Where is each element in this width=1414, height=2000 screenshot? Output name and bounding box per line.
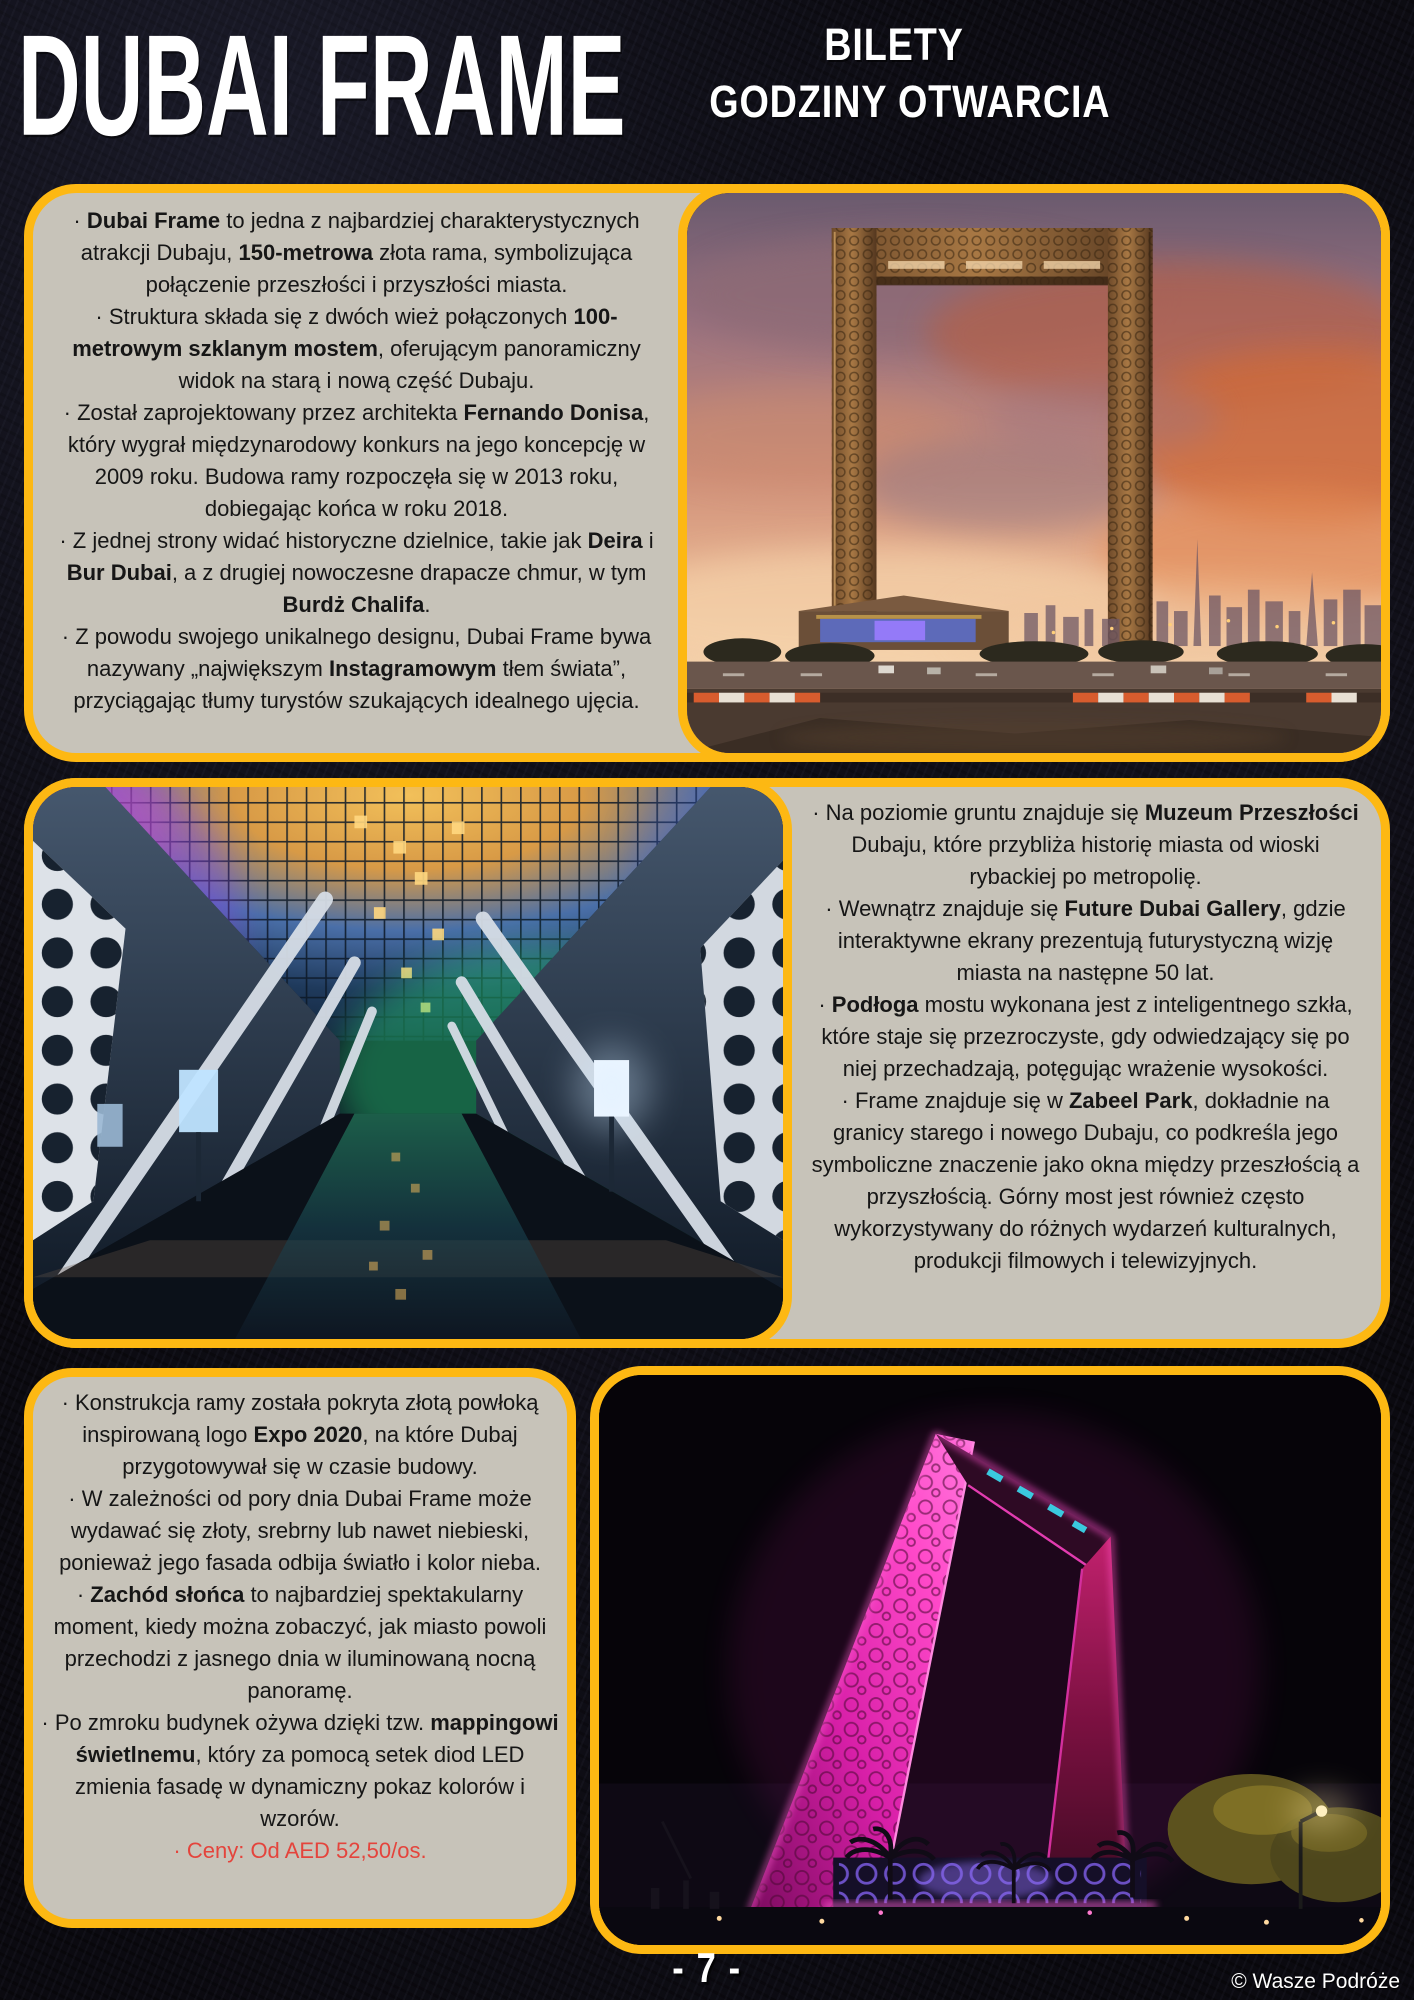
section-intro (24, 184, 1390, 762)
interior-text-block (792, 787, 1381, 1339)
sky-bridge-interior-photo (24, 778, 792, 1348)
bullet-text: · Po zmroku budynek ożywa dzięki tzw. mappingowi świetlnemu, który za pomocą setek diod LED zmienia fasadę w dynamiczny pokaz kolorów i wzorów. (41, 1710, 559, 1831)
bullet-text: · Z powodu swojego unikalnego designu, Dubai Frame bywa nazywany „największym Instagramowym tłem świata”, przyciągając tłumy turystów szukających idealnego ujęcia. (61, 624, 652, 713)
subtitle-bilety: BILETY (824, 19, 964, 70)
bullet-text: · Frame znajduje się w Zabeel Park, dokładnie na granicy starego i nowego Dubaju, co podkreśla jego symboliczne znaczenie jako okna między przeszłością a przyszłością. Górny most jest również często wykorzystywany do różnych wydarzeń kulturalnych, produkcji filmowych i telewizyjnych. (811, 1088, 1360, 1273)
night-text-block (24, 1368, 576, 1928)
dubai-frame-sunset-photo (678, 184, 1390, 762)
bullet-text: · Wewnątrz znajduje się Future Dubai Gallery, gdzie interaktywne ekrany prezentują futurystyczną wizję miasta na następne 50 lat. (825, 896, 1346, 985)
bullet-text: · Konstrukcja ramy została pokryta złotą powłoką inspirowaną logo Expo 2020, na które Dubaj przygotowywał się w czasie budowy. (61, 1390, 539, 1479)
bullet-text: · Podłoga mostu wykonana jest z inteligentnego szkła, które staje się przezroczyste, gdy odwiedzający się po niej przechadzają, potęgując wrażenie wysokości. (818, 992, 1353, 1081)
header (0, 0, 1414, 167)
section-interior (24, 778, 1390, 1348)
bullet-text: · Na poziomie gruntu znajduje się Muzeum Przeszłości Dubaju, które przybliża historię miasta od wioski rybackiej po metropolię. (812, 800, 1359, 889)
section-night (24, 1368, 1390, 1956)
subtitle-godziny-otwarcia: GODZINY OTWARCIA (709, 76, 1111, 127)
copyright-notice: © Wasze Podróże (1231, 1970, 1400, 1993)
subtitle-block (674, 19, 1114, 127)
bullet-text: · Dubai Frame to jedna z najbardziej charakterystycznych atrakcji Dubaju, 150-metrowa złota rama, symbolizująca połączenie przeszłości i przyszłości miasta. (73, 208, 640, 297)
dubai-frame-night-photo (590, 1366, 1390, 1954)
bullet-text: · W zależności od pory dnia Dubai Frame może wydawać się złoty, srebrny lub nawet niebieski, ponieważ jego fasada odbija światło i kolor nieba. (59, 1486, 541, 1575)
bullet-text: · Ceny: Od AED 52,50/os. (173, 1838, 427, 1863)
bullet-text: · Został zaprojektowany przez architekta Fernando Donisa, który wygrał międzynarodowy konkurs na jego koncepcję w 2009 roku. Budowa ramy rozpoczęła się w 2013 roku, dobiegając końca w roku 2018. (63, 400, 650, 521)
footer (0, 1944, 1414, 2000)
bullet-text: · Zachód słońca to najbardziej spektakularny moment, kiedy można zobaczyć, jak miasto powoli przechodzi z jasnego dnia w iluminowaną nocną panoramę. (53, 1582, 547, 1703)
bullet-text: · Z jednej strony widać historyczne dzielnice, takie jak Deira i Bur Dubai, a z drugiej nowoczesne drapacze chmur, w tym Burdż Chalifa. (59, 528, 654, 617)
bullet-text: · Struktura składa się z dwóch wież połączonych 100-metrowym szklanym mostem, oferującym panoramiczny widok na starą i nową część Dubaju. (72, 304, 641, 393)
page-number: - 7 - (672, 1944, 742, 1991)
intro-text-block (33, 193, 678, 753)
page-title: DUBAI FRAME (18, 6, 626, 167)
